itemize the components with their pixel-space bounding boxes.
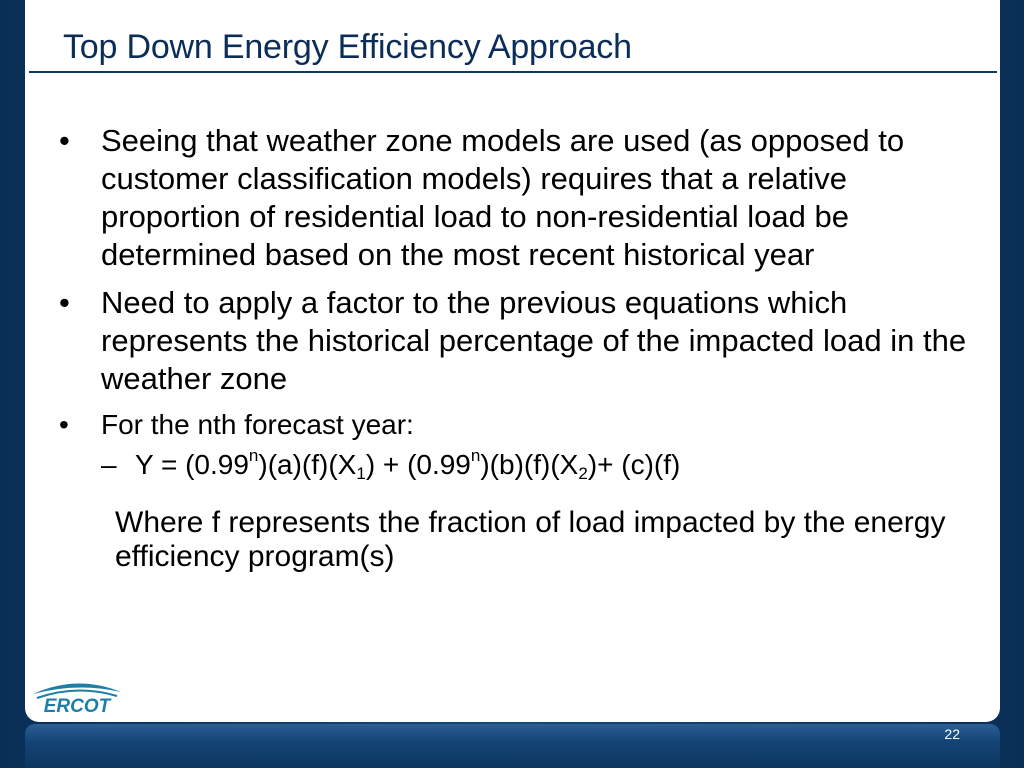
equation-part: Y = (0.99: [135, 449, 249, 480]
slide-canvas: [25, 0, 1000, 722]
title-divider: [29, 71, 997, 73]
equation-part: )+ (c)(f): [587, 449, 681, 480]
bullet-text: Need to apply a factor to the previous equations which represents the historical percentage of the impacted load in the weather zone: [101, 285, 967, 396]
equation-superscript: n: [248, 446, 259, 465]
equation-subscript: 1: [356, 464, 366, 483]
bullet-icon: •: [59, 409, 69, 440]
logo-text: ERCOT: [43, 696, 111, 717]
equation-part: )(b)(f)(X: [480, 449, 579, 480]
bullet-icon: •: [59, 285, 70, 320]
bullet-item: [57, 122, 992, 274]
bullet-text: For the nth forecast year:: [101, 409, 414, 440]
equation-note: Where f represents the fraction of load impacted by the energy efficiency program(s): [115, 506, 946, 573]
logo-swoosh-icon: [33, 683, 121, 694]
slide-content: [57, 122, 992, 574]
bullet-text: Seeing that weather zone models are used (as opposed to customer classification models) requires that a relative proportion of residential load to non-residential load be determined based on the most recent historical year: [101, 123, 905, 272]
bullet-item: [57, 284, 992, 398]
footer-bar: [25, 724, 1000, 768]
sub-bullet-dash: –: [101, 449, 117, 480]
page-number: 22: [944, 726, 960, 742]
equation-subscript: 2: [578, 464, 588, 483]
equation-part: )(a)(f)(X: [258, 449, 357, 480]
bullet-icon: •: [59, 123, 70, 158]
bullet-item: [57, 408, 992, 442]
equation-part: ) + (0.99: [365, 449, 471, 480]
ercot-logo: [27, 672, 127, 722]
equation-line: [57, 448, 992, 482]
slide-title: Top Down Energy Efficiency Approach: [63, 28, 632, 66]
equation-superscript: n: [470, 446, 481, 465]
